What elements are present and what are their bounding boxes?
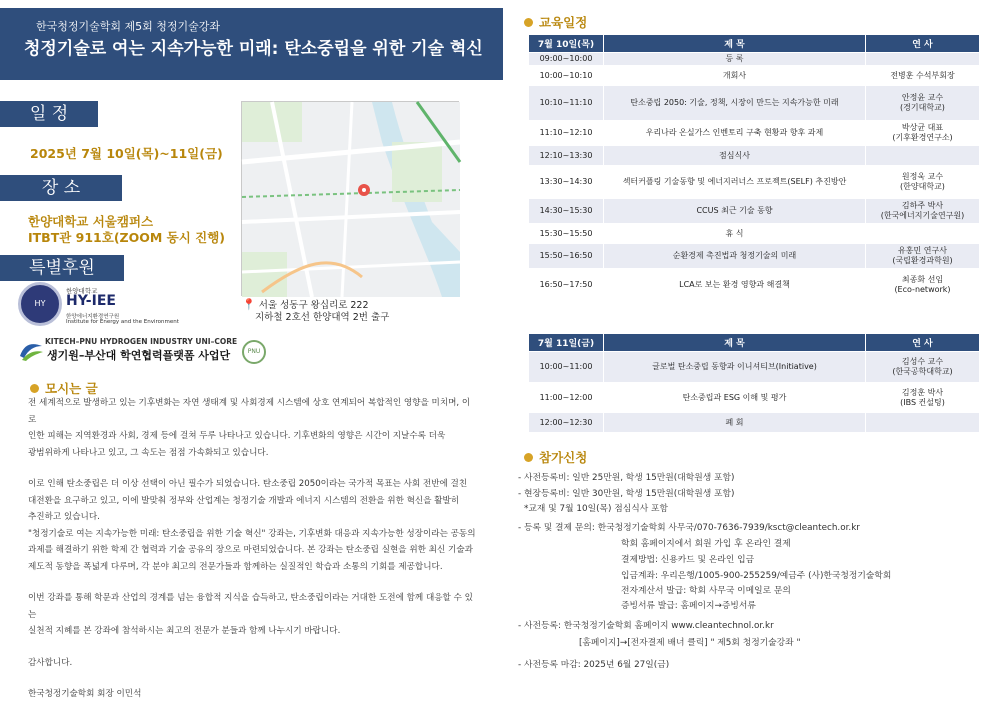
cell-time: 09:00~10:00 [529,53,604,66]
cell-speaker: 김정훈 박사 (IBS 컨설팅) [866,383,980,413]
reg-line: - 현장등록비: 일반 30만원, 학생 15만원(대학원생 포함) [518,489,735,499]
reg-line: 학회 홈페이지에서 회원 가입 후 온라인 결제 [621,539,791,549]
location-pin-icon: 📍 [242,298,256,311]
invitation-letter: 전 세계적으로 발생하고 있는 기후변화는 자연 생태계 및 사회경제 시스템에 상호 연계되어 복합적인 영향을 미치며, 이로 인한 피해는 지역환경과 사회, 경제 등에 걸쳐 두루 나타나고 있습니다. 기후변화의 영향은 시간이 지날수록 더욱 광범위하게 나타나고 있고, 그 속도는 점점 가속화되고 있습니다. 이로 인해 탄소중립은 더 이상 선택이 아닌 필수가 되었습니다. 탄소중립 2050이라는 국가적 목표는 사회 전반에 걸친 대전환을 요구하고 있고, 이에 발맞춰 정부와 산업계는 청정기술 개발과 에너지 시스템의 전환을 위한 혁신을 활발히 추진하고 있습니다. "청정기술로 여는 지속가능한 미래: 탄소중립을 위한 기술 혁신" 강좌는, 기후변화 대응과 지속가능한 성장이라는 공동의 과제를 해결하기 위한 학제 간 협력과 기술 공유의 장으로 마련되었습니다. 본 강좌는 탄소중립 실현을 위한 최신 기술과 제도적 동향을 폭넓게 다루며, 각 분야 최고의 전문가들과 함께하는 실질적인 학습과 소통의 기회를 제공합니다. 이번 강좌를 통해 학문과 산업의 경계를 넘는 융합적 지식을 습득하고, 탄소중립이라는 거대한 도전에 함께 대응할 수 있는 실천적 지혜를 본 강좌에 참석하시는 최고의 전문가 분들과 함께 나누시기 바랍니다. 감사합니다. 한국청정기술학회 회장 이민석 [28,395,478,703]
letter-signature: 한국청정기술학회 회장 이민석 [28,689,142,699]
kitech-english: KITECH–PNU HYDROGEN INDUSTRY UNI–CORE [45,337,238,346]
cell-title: 개회사 [604,66,866,86]
event-date: 2025년 7월 10일(목)~11일(금) [30,146,223,161]
letter-thanks: 감사합니다. [28,657,73,668]
schedule-table-day2 [528,333,980,433]
bullet-dot-icon [524,18,533,27]
cell-title: 폐 회 [604,413,866,433]
cell-time: 10:00~10:10 [529,66,604,86]
venue-line2: ITBT관 911호(ZOOM 동시 진행) [28,230,226,245]
schedule-label: 일 정 [0,101,98,127]
table-row [529,244,980,269]
cell-title: 글로벌 탄소중립 동향과 이니셔티브(Initiative) [604,352,866,383]
table-header-speaker: 연 사 [866,35,980,53]
sponsor-label: 특별후원 [0,255,124,281]
table-row [529,53,980,66]
reg-line: - 사전등록: 한국청정기술학회 홈페이지 www.cleantechnol.or.kr [518,621,774,631]
reg-line: 전자계산서 발급: 학회 사무국 이메일로 문의 [621,586,791,596]
cell-speaker: 김성수 교수 (한국공학대학교) [866,352,980,383]
table-header-title: 제 목 [604,35,866,53]
table-row [529,413,980,433]
reg-line: - 사전등록비: 일반 25만원, 학생 15만원(대학원생 포함) [518,473,735,483]
table-row [529,121,980,146]
cell-time: 11:10~12:10 [529,121,604,146]
cell-speaker: 유홍민 연구사 (국립환경과학원) [866,244,980,269]
cell-title: 탄소중립과 ESG 이해 및 평가 [604,383,866,413]
cell-speaker: 전병훈 수석부회장 [866,66,980,86]
bullet-dot-icon [524,453,533,462]
letter-heading: 모시는 글 [30,379,98,397]
hy-iee-english: Institute for Energy and the Environment [66,319,179,325]
table-row [529,352,980,383]
venue-line1: 한양대학교 서울캠퍼스 [28,214,154,229]
cell-title: 등 록 [604,53,866,66]
cell-time: 15:50~16:50 [529,244,604,269]
cell-title: LCA로 보는 환경 영향과 해결책 [604,269,866,302]
cell-title: 탄소중립 2050: 기술, 정책, 시장이 만드는 지속가능한 미래 [604,86,866,121]
page-title: 청정기술로 여는 지속가능한 미래: 탄소중립을 위한 기술 혁신 [24,39,483,59]
table-row [529,86,980,121]
reg-line: 입금계좌: 우리은행/1005-900-255259/예금주 (사)한국청정기술학회 [621,571,892,581]
cell-title: 우리나라 온실가스 인벤토리 구축 현황과 향후 과제 [604,121,866,146]
reg-line: 결제방법: 신용카드 및 온라인 입금 [621,555,755,565]
hy-small-text: 한양대학교 [66,287,98,295]
cell-speaker [866,53,980,66]
cell-speaker: 박상균 대표 (기후환경연구소) [866,121,980,146]
hy-iee-korean: 한양에너지환경연구원 [66,314,120,320]
hanyang-seal-icon: HY [18,282,62,326]
schedule-table-day1 [528,34,980,302]
hy-iee-logo: HY-IEE [66,293,116,309]
address-line2: 지하철 2호선 한양대역 2번 출구 [255,312,390,323]
table-header-date: 7월 11일(금) [529,334,604,352]
table-row [529,66,980,86]
cell-speaker [866,146,980,166]
table-row [529,199,980,224]
cell-time: 13:30~14:30 [529,166,604,199]
cell-time: 12:10~13:30 [529,146,604,166]
cell-speaker: 안정윤 교수 (경기대학교) [866,86,980,121]
location-map[interactable] [241,101,459,296]
cell-time: 11:00~12:00 [529,383,604,413]
cell-speaker: 최종화 선임 (Eco-network) [866,269,980,302]
cell-title: 순환경제 촉진법과 청정기술의 미래 [604,244,866,269]
cell-time: 15:30~15:50 [529,224,604,244]
registration-heading: 참가신청 [524,448,587,466]
address-block [242,299,389,324]
cell-title: CCUS 최근 기술 동향 [604,199,866,224]
cell-speaker [866,413,980,433]
cell-time: 10:10~11:10 [529,86,604,121]
table-row [529,146,980,166]
bullet-dot-icon [30,384,39,393]
cell-speaker: 김하주 박사 (한국에너지기술연구원) [866,199,980,224]
address-line1: 서울 성동구 왕십리로 222 [258,300,369,311]
header-banner [0,8,503,80]
cell-speaker: 원정욱 교수 (한양대학교) [866,166,980,199]
venue-label: 장 소 [0,175,122,201]
table-row [529,269,980,302]
education-heading: 교육일정 [524,13,587,31]
reg-line: *교재 및 7월 10일(목) 점심식사 포함 [524,504,669,514]
cell-time: 10:00~11:00 [529,352,604,383]
reg-line: [홈페이지]→[전자결제 배너 클릭] " 제5회 청정기술강좌 " [579,638,801,648]
header-subtitle: 한국청정기술학회 제5회 청정기술강좌 [36,20,221,33]
reg-line: - 사전등록 마감: 2025년 6월 27일(금) [518,660,670,670]
cell-title: 섹터커플링 기술동향 및 에너지러너스 프로젝트(SELF) 추진방안 [604,166,866,199]
table-header-speaker: 연 사 [866,334,980,352]
cell-title: 점심식사 [604,146,866,166]
table-row [529,166,980,199]
cell-speaker [866,224,980,244]
cell-time: 12:00~12:30 [529,413,604,433]
cell-title: 휴 식 [604,224,866,244]
kitech-korean: 생기원–부산대 학연협력플랫폼 사업단 [47,349,231,362]
table-header-title: 제 목 [604,334,866,352]
table-row [529,224,980,244]
table-header-date: 7월 10일(목) [529,35,604,53]
reg-line: 증빙서류 발급: 홈페이지→증빙서류 [621,601,756,611]
kitech-logo-icon [18,340,44,362]
pnu-seal-icon: PNU [242,340,266,364]
map-graphic [242,102,460,297]
reg-line: - 등록 및 결제 문의: 한국청정기술학회 사무국/070-7636-7939/ksct@cleantech.or.kr [518,523,860,533]
cell-time: 14:30~15:30 [529,199,604,224]
cell-time: 16:50~17:50 [529,269,604,302]
table-row [529,383,980,413]
